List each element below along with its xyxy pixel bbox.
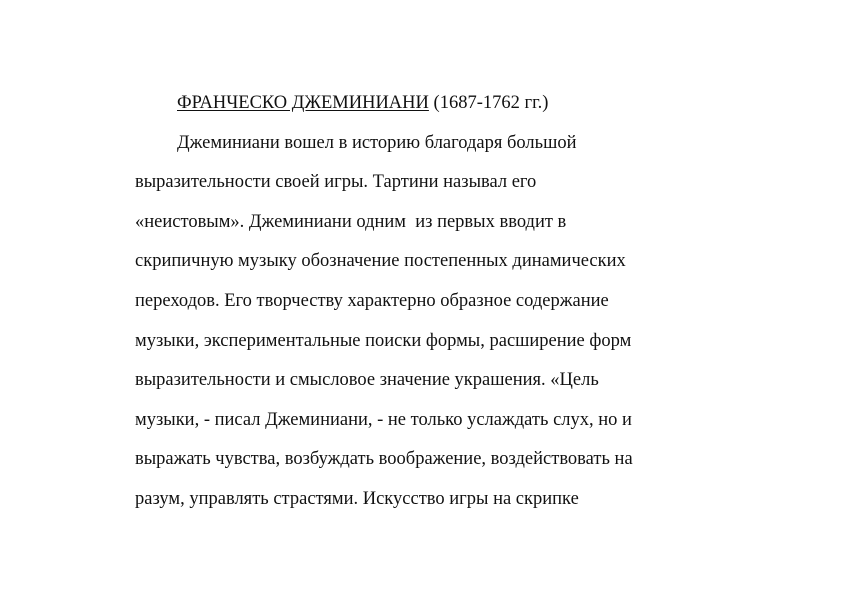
paragraph-line: выражать чувства, возбуждать воображение, воздействовать на: [135, 449, 633, 470]
paragraph-line: выразительности своей игры. Тартини называл его: [135, 172, 537, 193]
paragraph-line: переходов. Его творчеству характерно образное содержание: [135, 290, 609, 311]
heading-line: [135, 84, 755, 124]
paragraph-line: выразительности и смысловое значение украшения. «Цель: [135, 370, 599, 391]
text-block: [135, 84, 755, 520]
composer-name: ФРАНЧЕСКО ДЖЕМИНИАНИ: [177, 93, 429, 113]
composer-dates: (1687-1762 гг.): [428, 93, 549, 113]
paragraph-line: музыки, - писал Джеминиани, - не только услаждать слух, но и: [135, 409, 632, 430]
paragraph-line: «неистовым». Джеминиани одним из первых вводит в: [135, 211, 567, 232]
paragraph-line: Джеминиани вошел в историю благодаря большой: [177, 132, 577, 153]
paragraph-line: скрипичную музыку обозначение постепенных динамических: [135, 251, 626, 272]
paragraph-line: музыки, экспериментальные поиски формы, расширение форм: [135, 330, 632, 351]
paragraph-line: разум, управлять страстями. Искусство игры на скрипке: [135, 488, 579, 509]
